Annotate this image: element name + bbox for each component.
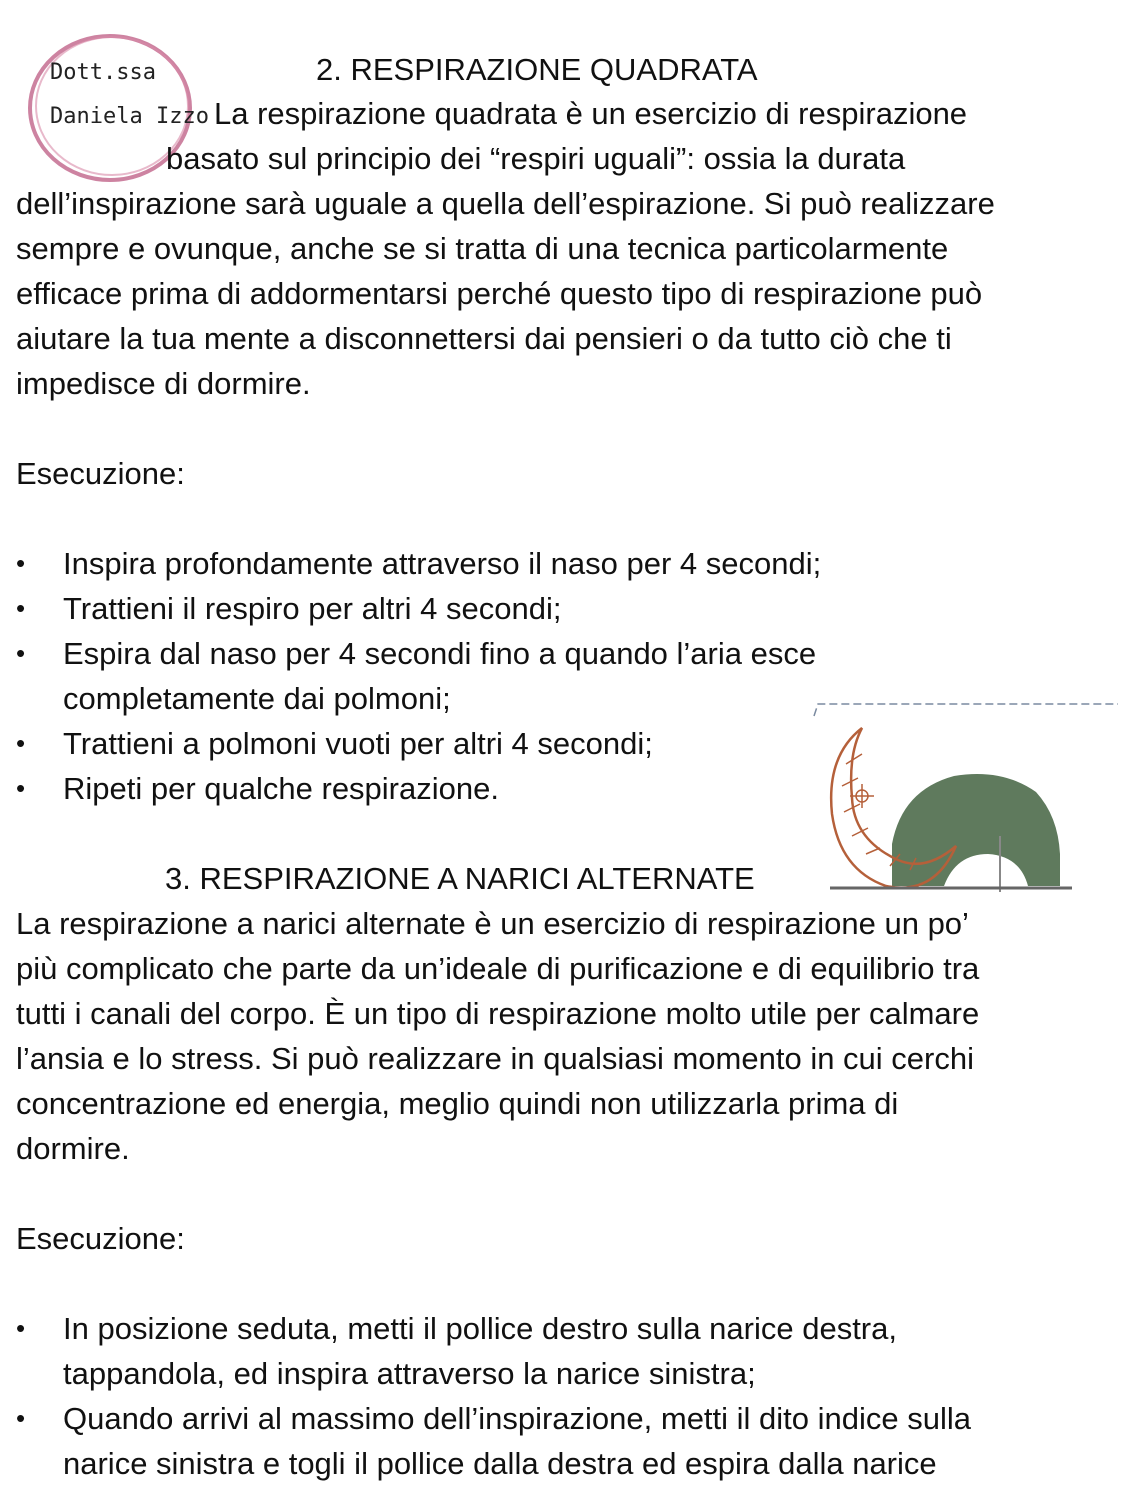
- section3-intro-line: tutti i canali del corpo. È un tipo di respirazione molto utile per calmare: [16, 996, 980, 1031]
- bullet: •: [16, 728, 26, 758]
- section3-heading: 3. RESPIRAZIONE A NARICI ALTERNATE: [165, 861, 755, 896]
- section3-step-continuation: narice sinistra e togli il pollice dalla destra ed espira dalla narice: [63, 1446, 937, 1481]
- section2-intro-line: La respirazione quadrata è un esercizio di respirazione: [214, 96, 968, 131]
- section3-intro-line: dormire.: [16, 1131, 130, 1166]
- section2-step-continuation: completamente dai polmoni;: [63, 681, 451, 716]
- section3-step: In posizione seduta, metti il pollice destro sulla narice destra,: [63, 1311, 897, 1346]
- bullet: •: [16, 548, 26, 578]
- logo-line-1: Dott.ssa: [50, 60, 156, 85]
- section2-step: Inspira profondamente attraverso il naso per 4 secondi;: [63, 546, 822, 581]
- section3-intro-line: più complicato che parte da un’ideale di purificazione e di equilibrio tra: [16, 951, 980, 986]
- section3-intro-line: l’ansia e lo stress. Si può realizzare in qualsiasi momento in cui cerchi: [16, 1041, 974, 1076]
- section2-intro-line: sempre e ovunque, anche se si tratta di una tecnica particolarmente: [16, 231, 949, 266]
- logo-line-2: Daniela Izzo: [50, 104, 209, 129]
- section2-step: Trattieni il respiro per altri 4 secondi;: [63, 591, 562, 626]
- moon-hill-illustration: [806, 694, 1122, 900]
- section2-step: Ripeti per qualche respirazione.: [63, 771, 499, 806]
- section2-intro-line: aiutare la tua mente a disconnettersi dai pensieri o da tutto ciò che ti: [16, 321, 952, 356]
- section2-intro-line: basato sul principio dei “respiri uguali”: ossia la durata: [166, 141, 906, 176]
- bullet: •: [16, 638, 26, 668]
- section2-step: Trattieni a polmoni vuoti per altri 4 secondi;: [63, 726, 653, 761]
- bullet: •: [16, 593, 26, 623]
- section2-intro-line: dell’inspirazione sarà uguale a quella dell’espirazione. Si può realizzare: [16, 186, 995, 221]
- section2-intro-line: efficace prima di addormentarsi perché questo tipo di respirazione può: [16, 276, 983, 311]
- bullet: •: [16, 773, 26, 803]
- section2-intro-line: impedisce di dormire.: [16, 366, 311, 401]
- section3-step-continuation: tappandola, ed inspira attraverso la narice sinistra;: [63, 1356, 756, 1391]
- section3-intro-line: concentrazione ed energia, meglio quindi non utilizzarla prima di: [16, 1086, 899, 1121]
- section2-execution-label: Esecuzione:: [16, 456, 185, 491]
- section2-step: Espira dal naso per 4 secondi fino a quando l’aria esce: [63, 636, 817, 671]
- dashed-line: [814, 704, 1118, 716]
- section3-intro-line: La respirazione a narici alternate è un esercizio di respirazione un po’: [16, 906, 969, 941]
- section3-execution-label: Esecuzione:: [16, 1221, 185, 1256]
- section2-heading: 2. RESPIRAZIONE QUADRATA: [316, 52, 758, 87]
- bullet: •: [16, 1313, 26, 1343]
- hill-shape: [892, 774, 1060, 886]
- section3-step: Quando arrivi al massimo dell’inspirazione, metti il dito indice sulla: [63, 1401, 972, 1436]
- bullet: •: [16, 1403, 26, 1433]
